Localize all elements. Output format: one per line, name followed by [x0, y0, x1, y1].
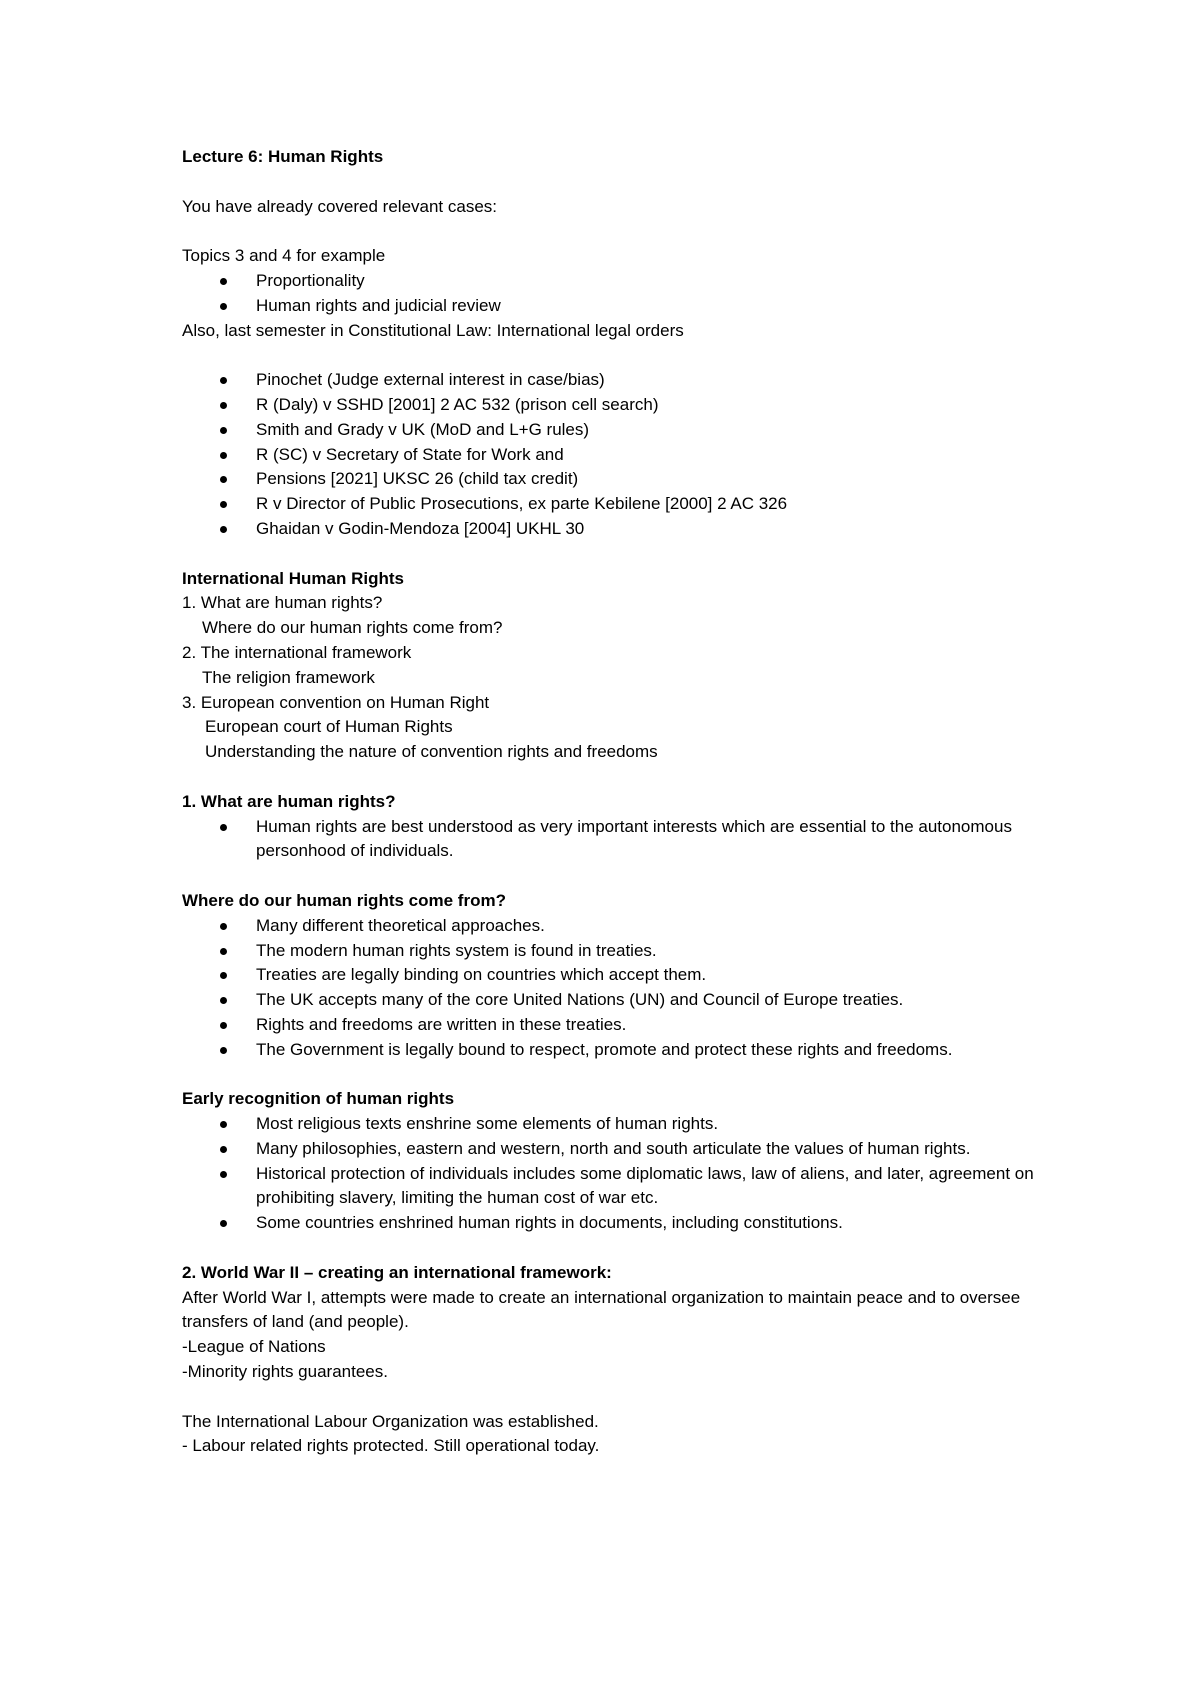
section2-paragraph: After World War I, attempts were made to create an international organization to maintain peace and to oversee transfers of land (and people).	[182, 1287, 1021, 1332]
early-heading: Early recognition of human rights	[182, 1089, 455, 1109]
section1-list	[182, 815, 1042, 865]
bullet-icon	[220, 303, 227, 310]
list-item: Pinochet (Judge external interest in case/bias)	[182, 368, 1042, 393]
list-item: Many different theoretical approaches.	[182, 914, 1042, 939]
bullet-icon	[220, 923, 227, 930]
section2-line: -League of Nations	[182, 1337, 326, 1357]
outline-heading: International Human Rights	[182, 568, 404, 588]
list-item: Rights and freedoms are written in these treaties.	[182, 1013, 1042, 1038]
early-list	[182, 1112, 1042, 1236]
list-item: Historical protection of individuals includes some diplomatic laws, law of aliens, and later, agreement on prohibiting slavery, limiting the human cost of war etc.	[182, 1162, 1042, 1212]
ilo-sub-line: - Labour related rights protected. Still operational today.	[182, 1436, 600, 1456]
section2-heading: 2. World War II – creating an international framework:	[182, 1262, 612, 1282]
list-item: Ghaidan v Godin-Mendoza [2004] UKHL 30	[182, 517, 1042, 542]
where-from-list	[182, 914, 1042, 1063]
also-line: Also, last semester in Constitutional Law: International legal orders	[182, 320, 684, 340]
document-title: Lecture 6: Human Rights	[182, 147, 384, 166]
bullet-icon	[220, 972, 227, 979]
topics-line: Topics 3 and 4 for example	[182, 246, 386, 266]
list-item: Treaties are legally binding on countries which accept them.	[182, 963, 1042, 988]
outline-item: 3. European convention on Human Right	[182, 692, 490, 712]
bullet-icon	[220, 452, 227, 459]
bullet-icon	[220, 526, 227, 533]
outline-item: European court of Human Rights	[205, 717, 453, 737]
list-item: Some countries enshrined human rights in documents, including constitutions.	[182, 1211, 1042, 1236]
spacer	[182, 542, 1042, 567]
where-from-heading: Where do our human rights come from?	[182, 890, 506, 910]
bullet-icon	[220, 1146, 227, 1153]
section1-heading: 1. What are human rights?	[182, 791, 396, 811]
bullet-icon	[220, 427, 227, 434]
bullet-icon	[220, 1022, 227, 1029]
bullet-icon	[220, 1047, 227, 1054]
document-page	[182, 145, 1042, 1459]
list-item: Proportionality	[182, 269, 1042, 294]
bullet-icon	[220, 278, 227, 285]
list-item: Pensions [2021] UKSC 26 (child tax credit)	[182, 467, 1042, 492]
outline-item: 2. The international framework	[182, 642, 412, 662]
list-item: R (SC) v Secretary of State for Work and	[182, 443, 1042, 468]
bullet-icon	[220, 824, 227, 831]
spacer	[182, 1062, 1042, 1087]
section2-line: -Minority rights guarantees.	[182, 1362, 388, 1382]
list-item: Human rights are best understood as very important interests which are essential to the autonomous personhood of individuals.	[182, 815, 1042, 865]
list-item: Human rights and judicial review	[182, 294, 1042, 319]
spacer	[182, 343, 1042, 368]
spacer	[182, 864, 1042, 889]
outline-item: Understanding the nature of convention rights and freedoms	[205, 742, 658, 762]
spacer	[182, 765, 1042, 790]
spacer	[182, 219, 1042, 244]
bullet-icon	[220, 1121, 227, 1128]
spacer	[182, 1385, 1042, 1410]
cases-list	[182, 368, 1042, 542]
bullet-icon	[220, 501, 227, 508]
bullet-icon	[220, 948, 227, 955]
list-item: Many philosophies, eastern and western, north and south articulate the values of human rights.	[182, 1137, 1042, 1162]
bullet-icon	[220, 1171, 227, 1178]
bullet-icon	[220, 402, 227, 409]
spacer	[182, 170, 1042, 195]
list-item: R (Daly) v SSHD [2001] 2 AC 532 (prison cell search)	[182, 393, 1042, 418]
bullet-icon	[220, 476, 227, 483]
list-item: The UK accepts many of the core United Nations (UN) and Council of Europe treaties.	[182, 988, 1042, 1013]
spacer	[182, 1236, 1042, 1261]
topics-list	[182, 269, 1042, 319]
intro-text: You have already covered relevant cases:	[182, 196, 498, 216]
list-item: R v Director of Public Prosecutions, ex parte Kebilene [2000] 2 AC 326	[182, 492, 1042, 517]
bullet-icon	[220, 997, 227, 1004]
list-item: The modern human rights system is found in treaties.	[182, 939, 1042, 964]
list-item: Most religious texts enshrine some elements of human rights.	[182, 1112, 1042, 1137]
outline-item: 1. What are human rights?	[182, 593, 383, 613]
ilo-line: The International Labour Organization was established.	[182, 1411, 599, 1431]
list-item: The Government is legally bound to respect, promote and protect these rights and freedoms.	[182, 1038, 1042, 1063]
outline-item: Where do our human rights come from?	[202, 618, 503, 638]
list-item: Smith and Grady v UK (MoD and L+G rules)	[182, 418, 1042, 443]
outline-item: The religion framework	[202, 667, 375, 687]
bullet-icon	[220, 377, 227, 384]
bullet-icon	[220, 1220, 227, 1227]
